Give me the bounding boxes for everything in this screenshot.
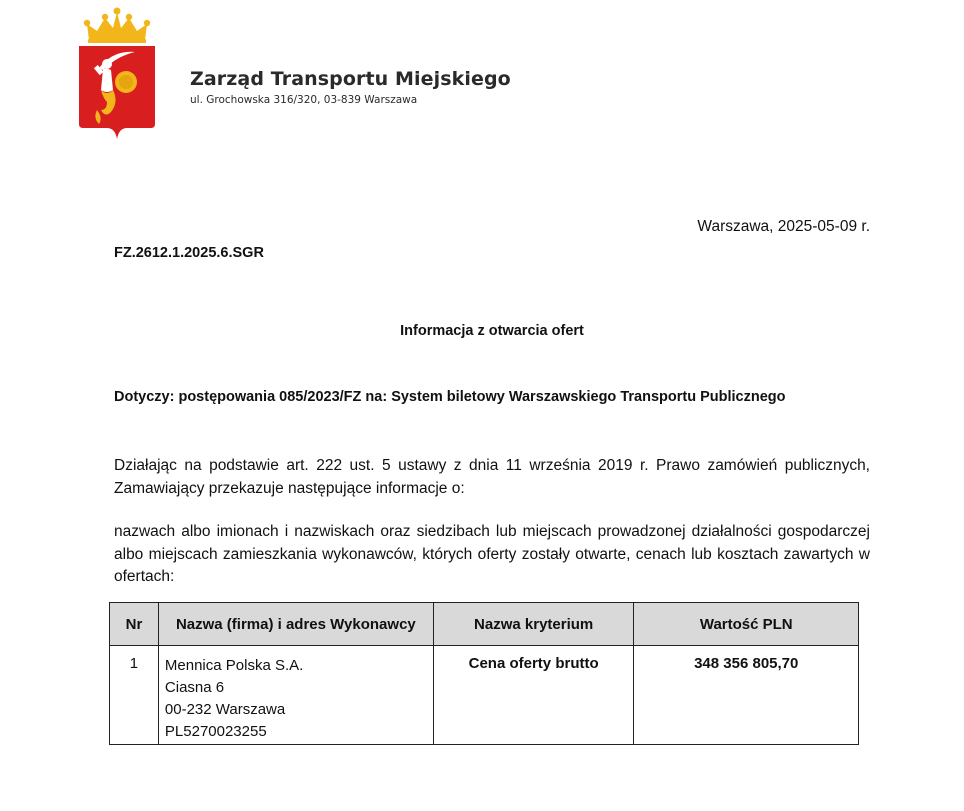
organization-name: Zarząd Transportu Miejskiego bbox=[190, 68, 511, 90]
table-row bbox=[110, 646, 859, 745]
contractor-city: 00-232 Warszawa bbox=[164, 701, 286, 718]
contractor-tax-id: PL5270023255 bbox=[164, 723, 267, 740]
column-header-value: Wartość PLN bbox=[634, 603, 859, 646]
organization-header bbox=[190, 68, 511, 106]
column-header-contractor: Nazwa (firma) i adres Wykonawcy bbox=[158, 603, 433, 646]
contractor-name: Mennica Polska S.A. bbox=[164, 657, 304, 674]
paragraph-information-scope: nazwach albo imionach i nazwiskach oraz siedzibach lub miejscach prowadzonej działalności gospodarczej albo miejscach zamieszkania wykonawców, których oferty zostały otwarte, cenach lub kosztach zawartych w ofertach: bbox=[114, 523, 870, 585]
column-header-nr: Nr bbox=[110, 603, 159, 646]
table-header-row bbox=[110, 603, 859, 646]
paragraph-legal-basis: Działając na podstawie art. 222 ust. 5 ustawy z dnia 11 września 2019 r. Prawo zamówień publicznych, Zamawiający przekazuje następujące informacje o: bbox=[114, 457, 870, 497]
warsaw-coat-of-arms-icon bbox=[77, 6, 157, 140]
document-subject: Dotyczy: postępowania 085/2023/FZ na: System biletowy Warszawskiego Transportu Publicznego bbox=[114, 389, 786, 405]
cell-value: 348 356 805,70 bbox=[634, 646, 859, 745]
reference-number: FZ.2612.1.2025.6.SGR bbox=[114, 245, 264, 261]
organization-address: ul. Grochowska 316/320, 03-839 Warszawa bbox=[190, 94, 418, 106]
cell-criterion: Cena oferty brutto bbox=[433, 646, 634, 745]
cell-nr: 1 bbox=[110, 646, 159, 745]
document-date: Warszawa, 2025-05-09 r. bbox=[697, 218, 870, 235]
contractor-street: Ciasna 6 bbox=[164, 679, 225, 696]
document-title: Informacja z otwarcia ofert bbox=[400, 323, 584, 339]
cell-contractor bbox=[158, 646, 433, 745]
column-header-criterion: Nazwa kryterium bbox=[433, 603, 634, 646]
offers-table bbox=[109, 602, 859, 745]
